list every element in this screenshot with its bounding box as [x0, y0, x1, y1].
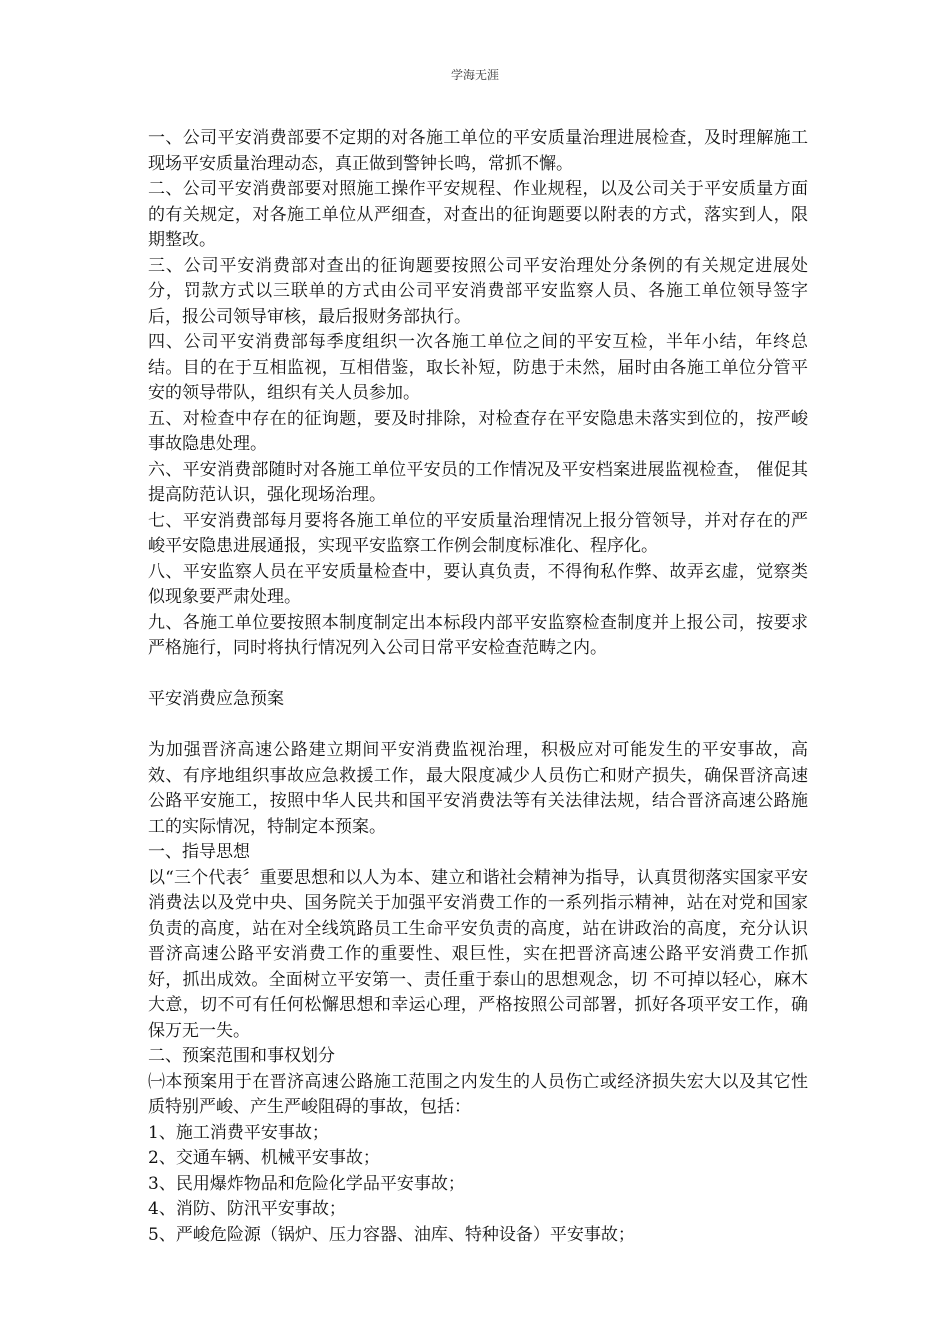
section1-item-3: 三、公司平安消费部对查出的征询题要按照公司平安治理处分条例的有关规定进展处分，罚款方式以三联单的方式由公司平安消费部平安监察人员、各施工单位领导签字后，报公司领导审核，最后报财务部执行。 — [148, 255, 808, 327]
list-item: 4、消防、防汛平安事故； — [148, 1199, 346, 1219]
list-item: 3、民用爆炸物品和危险化学品平安事故； — [148, 1173, 465, 1194]
section1-item-7: 七、平安消费部每月要将各施工单位的平安质量治理情况上报分管领导，并对存在的严峻平安隐患进展通报，实现平安监察工作例会制度标准化、程序化。 — [148, 510, 808, 556]
section-title: 平安消费应急预案 — [148, 689, 284, 709]
section1-item-9: 九、各施工单位要按照本制度制定出本标段内部平安监察检查制度并上报公司，按要求严格施行，同时将执行情况列入公司日常平安检查范畴之内。 — [148, 612, 808, 658]
heading-guiding-thought: 一、指导思想 — [148, 842, 250, 862]
guiding-paragraph: 以“三个代表〞重要思想和以人为本、建立和谐社会精神为指导，认真贯彻落实国家平安消费法以及党中央、国务院关于加强平安消费工作的一系列指示精神，站在对党和国家负责的高度，站在对全线筑路员工生命平安负责的高度，站在讲政治的高度，充分认识晋济高速公路平安消费工作的重要性、艰巨性，实在把晋济高速公路平安消费工作抓好，抓出成效。全面树立平安第一、责任重于泰山的思想观念，切 不可掉以轻心，麻木大意，切不可有任何松懈思想和幸运心理，严格按照公司部署，抓好各项平安工作，确保万无一失。 — [148, 867, 808, 1041]
spacer — [148, 662, 808, 688]
section1-item-1: 一、公司平安消费部要不定期的对各施工单位的平安质量治理进展检查，及时理解施工现场平安质量治理动态，真正做到警钟长鸣，常抓不懈。 — [148, 128, 808, 174]
heading-scope: 二、预案范围和事权划分 — [148, 1046, 335, 1066]
intro-paragraph: 为加强晋济高速公路建立期间平安消费监视治理，积极应对可能发生的平安事故，高效、有序地组织事故应急救援工作，最大限度减少人员伤亡和财产损失，确保晋济高速公路平安施工，按照中华人民共和国平安消费法等有关法律法规，结合晋济高速公路施工的实际情况，特制定本预案。 — [148, 740, 808, 837]
page-header: 学海无涯 — [450, 68, 499, 82]
section1-item-6: 六、平安消费部随时对各施工单位平安员的工作情况及平安档案进展监视检查， 催促其提高防范认识，强化现场治理。 — [148, 459, 808, 505]
list-item: 2、交通车辆、机械平安事故； — [148, 1148, 380, 1168]
section1-item-2: 二、公司平安消费部要对照施工操作平安规程、作业规程，以及公司关于平安质量方面的有关规定，对各施工单位从严细查，对查出的征询题要以附表的方式，落实到人，限期整改。 — [148, 179, 808, 250]
document-body — [148, 126, 808, 1248]
list-item: 1、施工消费平安事故； — [148, 1122, 329, 1143]
scope-paragraph: ㈠本预案用于在晋济高速公路施工范围之内发生的人员伤亡或经济损失宏大以及其它性质特别严峻、产生严峻阻碍的事故，包括： — [148, 1071, 808, 1117]
list-item: 5、严峻危险源（锅炉、压力容器、油库、特种设备）平安事故； — [148, 1224, 635, 1245]
section1-item-4: 四、公司平安消费部每季度组织一次各施工单位之间的平安互检，半年小结，年终总结。目的在于互相监视，互相借鉴，取长补短，防患于未然，届时由各施工单位分管平安的领导带队，组织有关人员参加。 — [148, 332, 808, 403]
spacer — [148, 713, 808, 739]
section1-item-8: 八、平安监察人员在平安质量检查中，要认真负责，不得徇私作弊、故弄玄虚，觉察类似现象要严肃处理。 — [148, 561, 808, 607]
section1-item-5: 五、对检查中存在的征询题，要及时排除，对检查存在平安隐患未落实到位的，按严峻事故隐患处理。 — [148, 408, 808, 454]
